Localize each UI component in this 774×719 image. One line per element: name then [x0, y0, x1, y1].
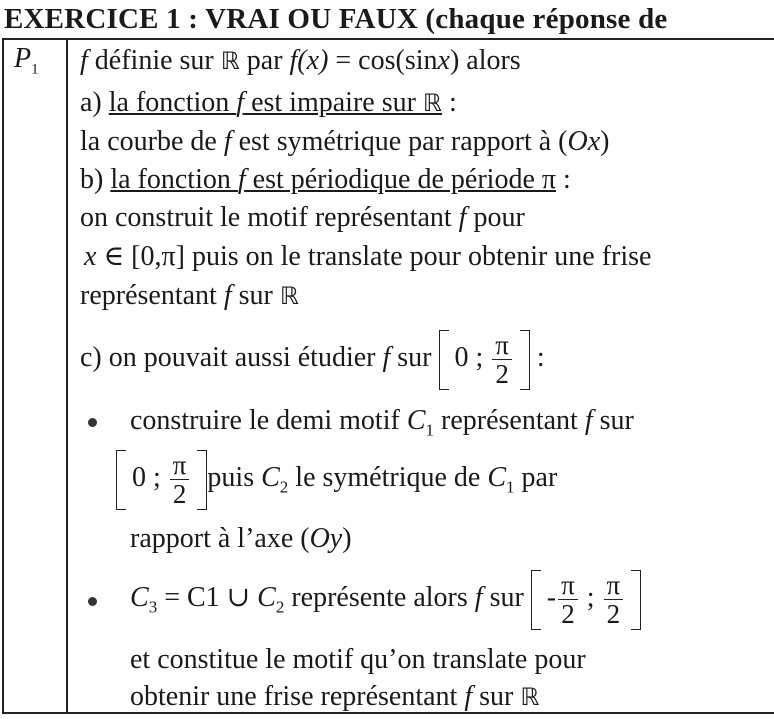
- question-label: $P_1$: [14, 43, 39, 78]
- bullet-2-line-1: $C_3 = C1$ ∪ $C_2$ représente alors f sur - $\frac{\pi}{2}$ ; $\frac{\pi}{2}$: [130, 566, 641, 640]
- statement-a: a) la fonction f est impaire sur ℝ :: [80, 87, 457, 118]
- statement-c: c) on pouvait aussi étudier f sur 0 ; $\frac{\pi}{2}$ :: [80, 330, 545, 390]
- bullet-2-line-2: et constitue le motif qu’on translate pour: [130, 644, 586, 675]
- bullet-1-line-3: rapport à l’axe (Oy): [130, 523, 352, 554]
- column-divider: [66, 38, 68, 714]
- exercise-title: EXERCICE 1 : VRAI OU FAUX (chaque réponse de: [4, 3, 668, 35]
- statement-b-detail-3: représentant f sur ℝ: [80, 280, 299, 311]
- statement-b: b) la fonction f est périodique de période π :: [80, 164, 571, 195]
- bullet-1-line-2: 0 ; $\frac{\pi}{2}$ puis $C_2$ le symétrique de $C_1$ par: [116, 446, 557, 520]
- statement-a-detail: la courbe de f est symétrique par rapport à (Ox): [80, 126, 610, 157]
- bullet-icon: [88, 418, 97, 427]
- bullet-1-line-1: construire le demi motif $C_1$ représentant f sur: [130, 405, 634, 440]
- bullet-icon: [88, 597, 97, 606]
- statement-b-detail-1: on construit le motif représentant f pour: [80, 202, 525, 233]
- pi-over-two: $\frac{\pi}{2}$: [492, 331, 512, 388]
- bullet-2-line-3: obtenir une frise représentant f sur ℝ: [130, 681, 540, 712]
- statement-b-detail-2: x ∈ [0,π] puis on le translate pour obtenir une frise: [84, 241, 652, 272]
- definition-line: f définie sur ℝ par f(x) = cos(sinx) alors: [80, 45, 521, 76]
